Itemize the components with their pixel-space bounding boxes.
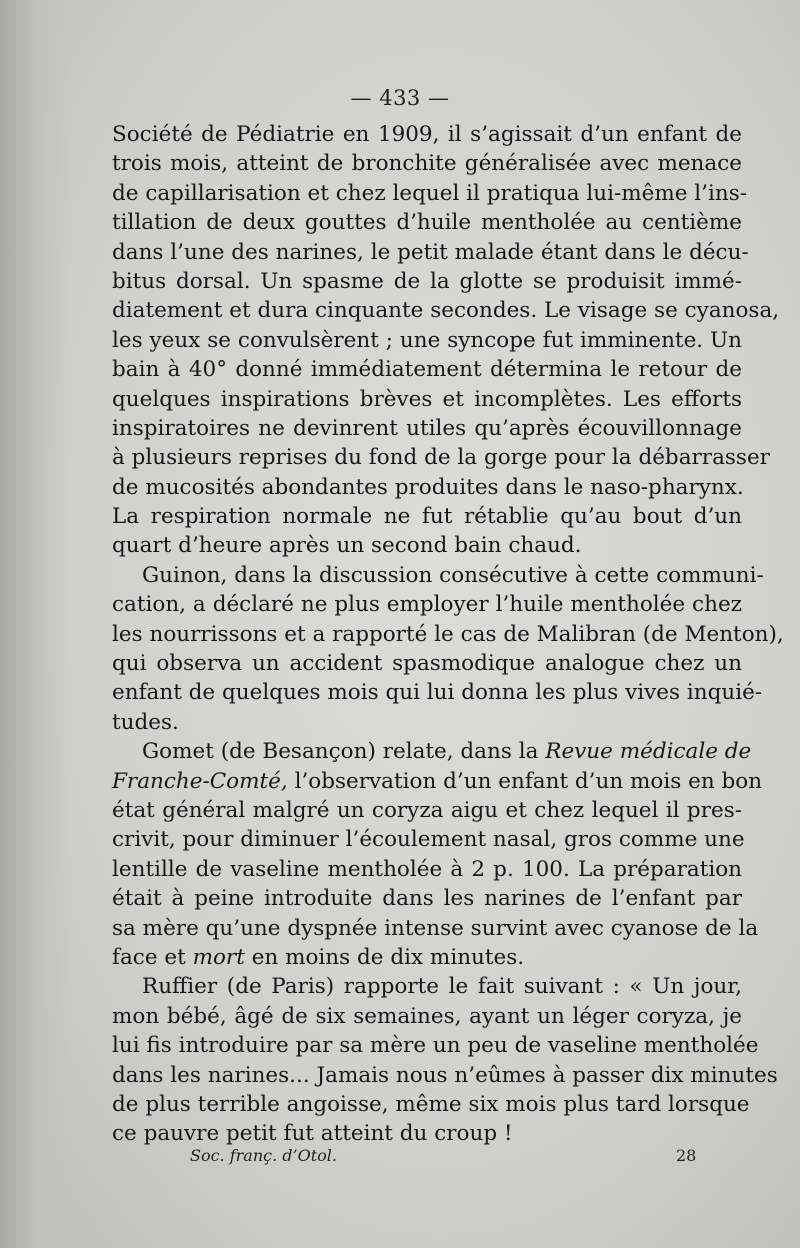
text-line: lentille de vaseline mentholée à 2 p. 100. La préparation: [112, 856, 742, 882]
text-line: trois mois, atteint de bronchite généralisée avec menace: [112, 151, 742, 177]
text-line: bain à 40° donné immédiatement détermina le retour de: [112, 357, 742, 383]
text-line: diatement et dura cinquante secondes. Le visage se cyanosa,: [112, 298, 780, 324]
text-line: cation, a déclaré ne plus employer l’huile mentholée chez: [112, 592, 742, 618]
text-line: de mucosités abondantes produites dans le naso-pharynx.: [112, 474, 744, 500]
text-line: La respiration normale ne fut rétablie qu’au bout d’un: [112, 504, 742, 530]
text-line: à plusieurs reprises du fond de la gorge pour la débarrasser: [112, 445, 770, 471]
line-segment: Gomet (de Besançon) relate, dans la: [142, 739, 539, 765]
line-segment: en moins de dix minutes.: [251, 944, 525, 970]
text-line: crivit, pour diminuer l’écoulement nasal, gros comme une: [112, 827, 745, 853]
text-line: Ruffier (de Paris) rapporte le fait suivant : « Un jour,: [142, 974, 742, 1000]
text-line: dans les narines... Jamais nous n’eûmes à passer dix minutes: [112, 1062, 778, 1088]
body-text: [112, 120, 784, 1149]
text-line: [112, 943, 742, 972]
line-segment: l’observation d’un enfant d’un mois en bon: [294, 768, 763, 794]
text-line: Société de Pédiatrie en 1909, il s’agissait d’un enfant de: [112, 122, 742, 147]
text-line: état général malgré un coryza aigu et chez lequel il pres-: [112, 797, 742, 823]
footer-sheet-number: 28: [676, 1146, 697, 1165]
text-line: de plus terrible angoisse, même six mois plus tard lorsque: [112, 1091, 750, 1117]
text-line: quart d’heure après un second bain chaud.: [112, 533, 582, 559]
text-line: [112, 767, 763, 796]
page-number: — 433 —: [350, 86, 450, 110]
text-line: Guinon, dans la discussion consécutive à cette communi-: [142, 562, 764, 588]
text-line: tudes.: [112, 709, 179, 735]
footer-signature: Soc. franç. d’Otol.: [190, 1146, 337, 1165]
text-line: qui observa un accident spasmodique analogue chez un: [112, 651, 742, 677]
text-line: ce pauvre petit fut atteint du croup !: [112, 1121, 513, 1147]
text-line: sa mère qu’une dyspnée intense survint avec cyanose de la: [112, 915, 759, 941]
text-line: les yeux se convulsèrent ; une syncope fut imminente. Un: [112, 327, 742, 353]
text-line: [112, 737, 752, 766]
text-line: dans l’une des narines, le petit malade étant dans le décu-: [112, 239, 749, 265]
text-line: était à peine introduite dans les narines de l’enfant par: [112, 886, 742, 912]
text-line: enfant de quelques mois qui lui donna les plus vives inquié-: [112, 680, 763, 706]
line-segment: face et: [112, 944, 186, 970]
emphasis-word: mort: [192, 944, 245, 970]
binding-shadow: [0, 0, 70, 1248]
text-line: lui fis introduire par sa mère un peu de vaseline mentholée: [112, 1033, 759, 1059]
text-line: quelques inspirations brèves et incomplètes. Les efforts: [112, 386, 742, 412]
text-line: tillation de deux gouttes d’huile mentholée au centième: [112, 210, 742, 236]
journal-title: Revue médicale de: [545, 739, 752, 765]
text-line: de capillarisation et chez lequel il pratiqua lui-même l’ins-: [112, 180, 748, 206]
journal-title-cont: Franche-Comté,: [112, 768, 288, 794]
text-line: les nourrissons et a rapporté le cas de Malibran (de Menton),: [112, 621, 784, 647]
text-line: bitus dorsal. Un spasme de la glotte se produisit immé-: [112, 268, 742, 294]
text-line: inspiratoires ne devinrent utiles qu’après écouvillonnage: [112, 415, 742, 441]
text-line: mon bébé, âgé de six semaines, ayant un léger coryza, je: [112, 1003, 742, 1029]
